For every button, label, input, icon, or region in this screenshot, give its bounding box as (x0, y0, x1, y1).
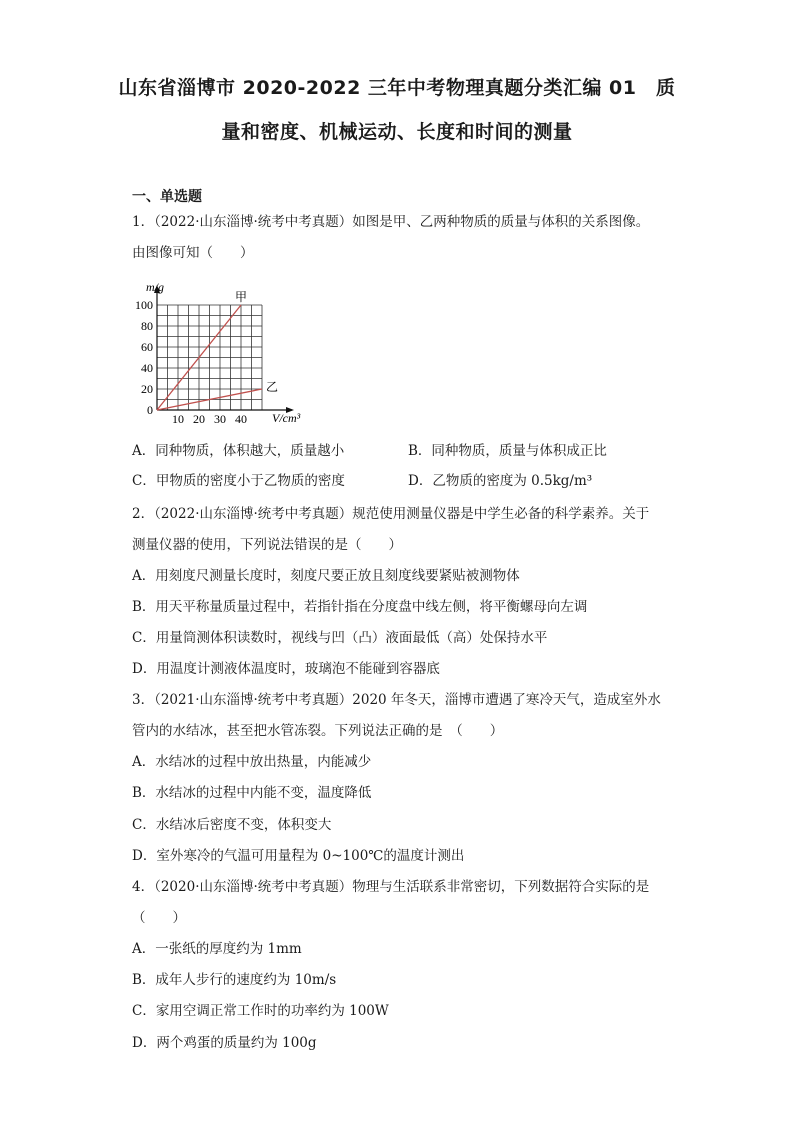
y-tick-label: 100 (135, 298, 153, 312)
x-tick-label: 20 (193, 412, 205, 426)
q1-option-a: A．同种物质，体积越大，质量越小 (132, 443, 345, 459)
y-tick-label: 60 (141, 340, 153, 354)
q1-option-d: D．乙物质的密度为 0.5kg/m³ (408, 473, 593, 489)
mass-volume-chart (126, 282, 306, 432)
q2-option-a: A．用刻度尺测量长度时，刻度尺要正放且刻度线要紧贴被测物体 (132, 568, 520, 584)
section-heading: 一、单选题 (132, 189, 202, 205)
q4-option-d: D．两个鸡蛋的质量约为 100g (132, 1035, 317, 1051)
y-tick-label: 40 (141, 361, 153, 375)
q2-option-b: B．用天平称量质量过程中，若指针指在分度盘中线左侧，将平衡螺母向左调 (132, 599, 588, 615)
q2-option-d: D．用温度计测液体温度时，玻璃泡不能碰到容器底 (132, 661, 440, 677)
q4-option-a: A．一张纸的厚度约为 1mm (132, 941, 302, 957)
q3-option-c: C．水结冰后密度不变，体积变大 (132, 817, 332, 833)
y-tick-label: 20 (141, 382, 153, 396)
series-label-2: 乙 (266, 380, 279, 394)
q1-option-c: C．甲物质的密度小于乙物质的密度 (132, 473, 345, 489)
title-line-2: 量和密度、机械运动、长度和时间的测量 (221, 121, 573, 143)
q3-stem-line-2: 管内的水结冰，甚至把水管冻裂。下列说法正确的是 （ ） (132, 723, 504, 739)
q2-stem-line-2: 测量仪器的使用，下列说法错误的是（ ） (132, 537, 402, 553)
origin-label: 0 (147, 403, 153, 417)
q4-option-c: C．家用空调正常工作时的功率约为 100W (132, 1003, 389, 1019)
q1-stem-line-1: 1．（2022·山东淄博·统考中考真题）如图是甲、乙两种物质的质量与体积的关系图像。 (132, 214, 650, 230)
chart-series (157, 290, 278, 410)
title-line-1: 山东省淄博市 2020-2022 三年中考物理真题分类汇编 01 质 (118, 77, 676, 99)
q3-stem-line-1: 3．（2021·山东淄博·统考中考真题）2020 年冬天，淄博市遭遇了寒冷天气，造成室外水 (132, 692, 661, 708)
x-tick-label: 30 (214, 412, 226, 426)
q1-stem-line-2: 由图像可知（ ） (132, 245, 254, 261)
q1-option-b: B．同种物质，质量与体积成正比 (408, 443, 607, 459)
q3-option-a: A．水结冰的过程中放出热量，内能减少 (132, 754, 372, 770)
q3-option-b: B．水结冰的过程中内能不变，温度降低 (132, 785, 372, 801)
q2-stem-line-1: 2．（2022·山东淄博·统考中考真题）规范使用测量仪器是中学生必备的科学素养。关于 (132, 506, 650, 522)
q4-stem-line-1: 4．（2020·山东淄博·统考中考真题）物理与生活联系非常密切，下列数据符合实际的是 (132, 879, 650, 895)
document-title (100, 66, 694, 154)
q2-option-c: C．用量筒测体积读数时，视线与凹（凸）液面最低（高）处保持水平 (132, 630, 548, 646)
series-label-1: 甲 (235, 290, 248, 304)
x-tick-label: 10 (172, 412, 184, 426)
chart-ticks (135, 282, 301, 426)
y-axis-label: m/g (146, 282, 164, 294)
q4-stem-line-2: （ ） (132, 910, 186, 926)
q4-option-b: B．成年人步行的速度约为 10m/s (132, 972, 337, 988)
x-axis-label: V/cm³ (272, 411, 301, 425)
y-tick-label: 80 (141, 319, 153, 333)
x-tick-label: 40 (235, 412, 247, 426)
chart-grid (157, 305, 262, 410)
q3-option-d: D．室外寒冷的气温可用量程为 0~100℃的温度计测出 (132, 848, 465, 864)
